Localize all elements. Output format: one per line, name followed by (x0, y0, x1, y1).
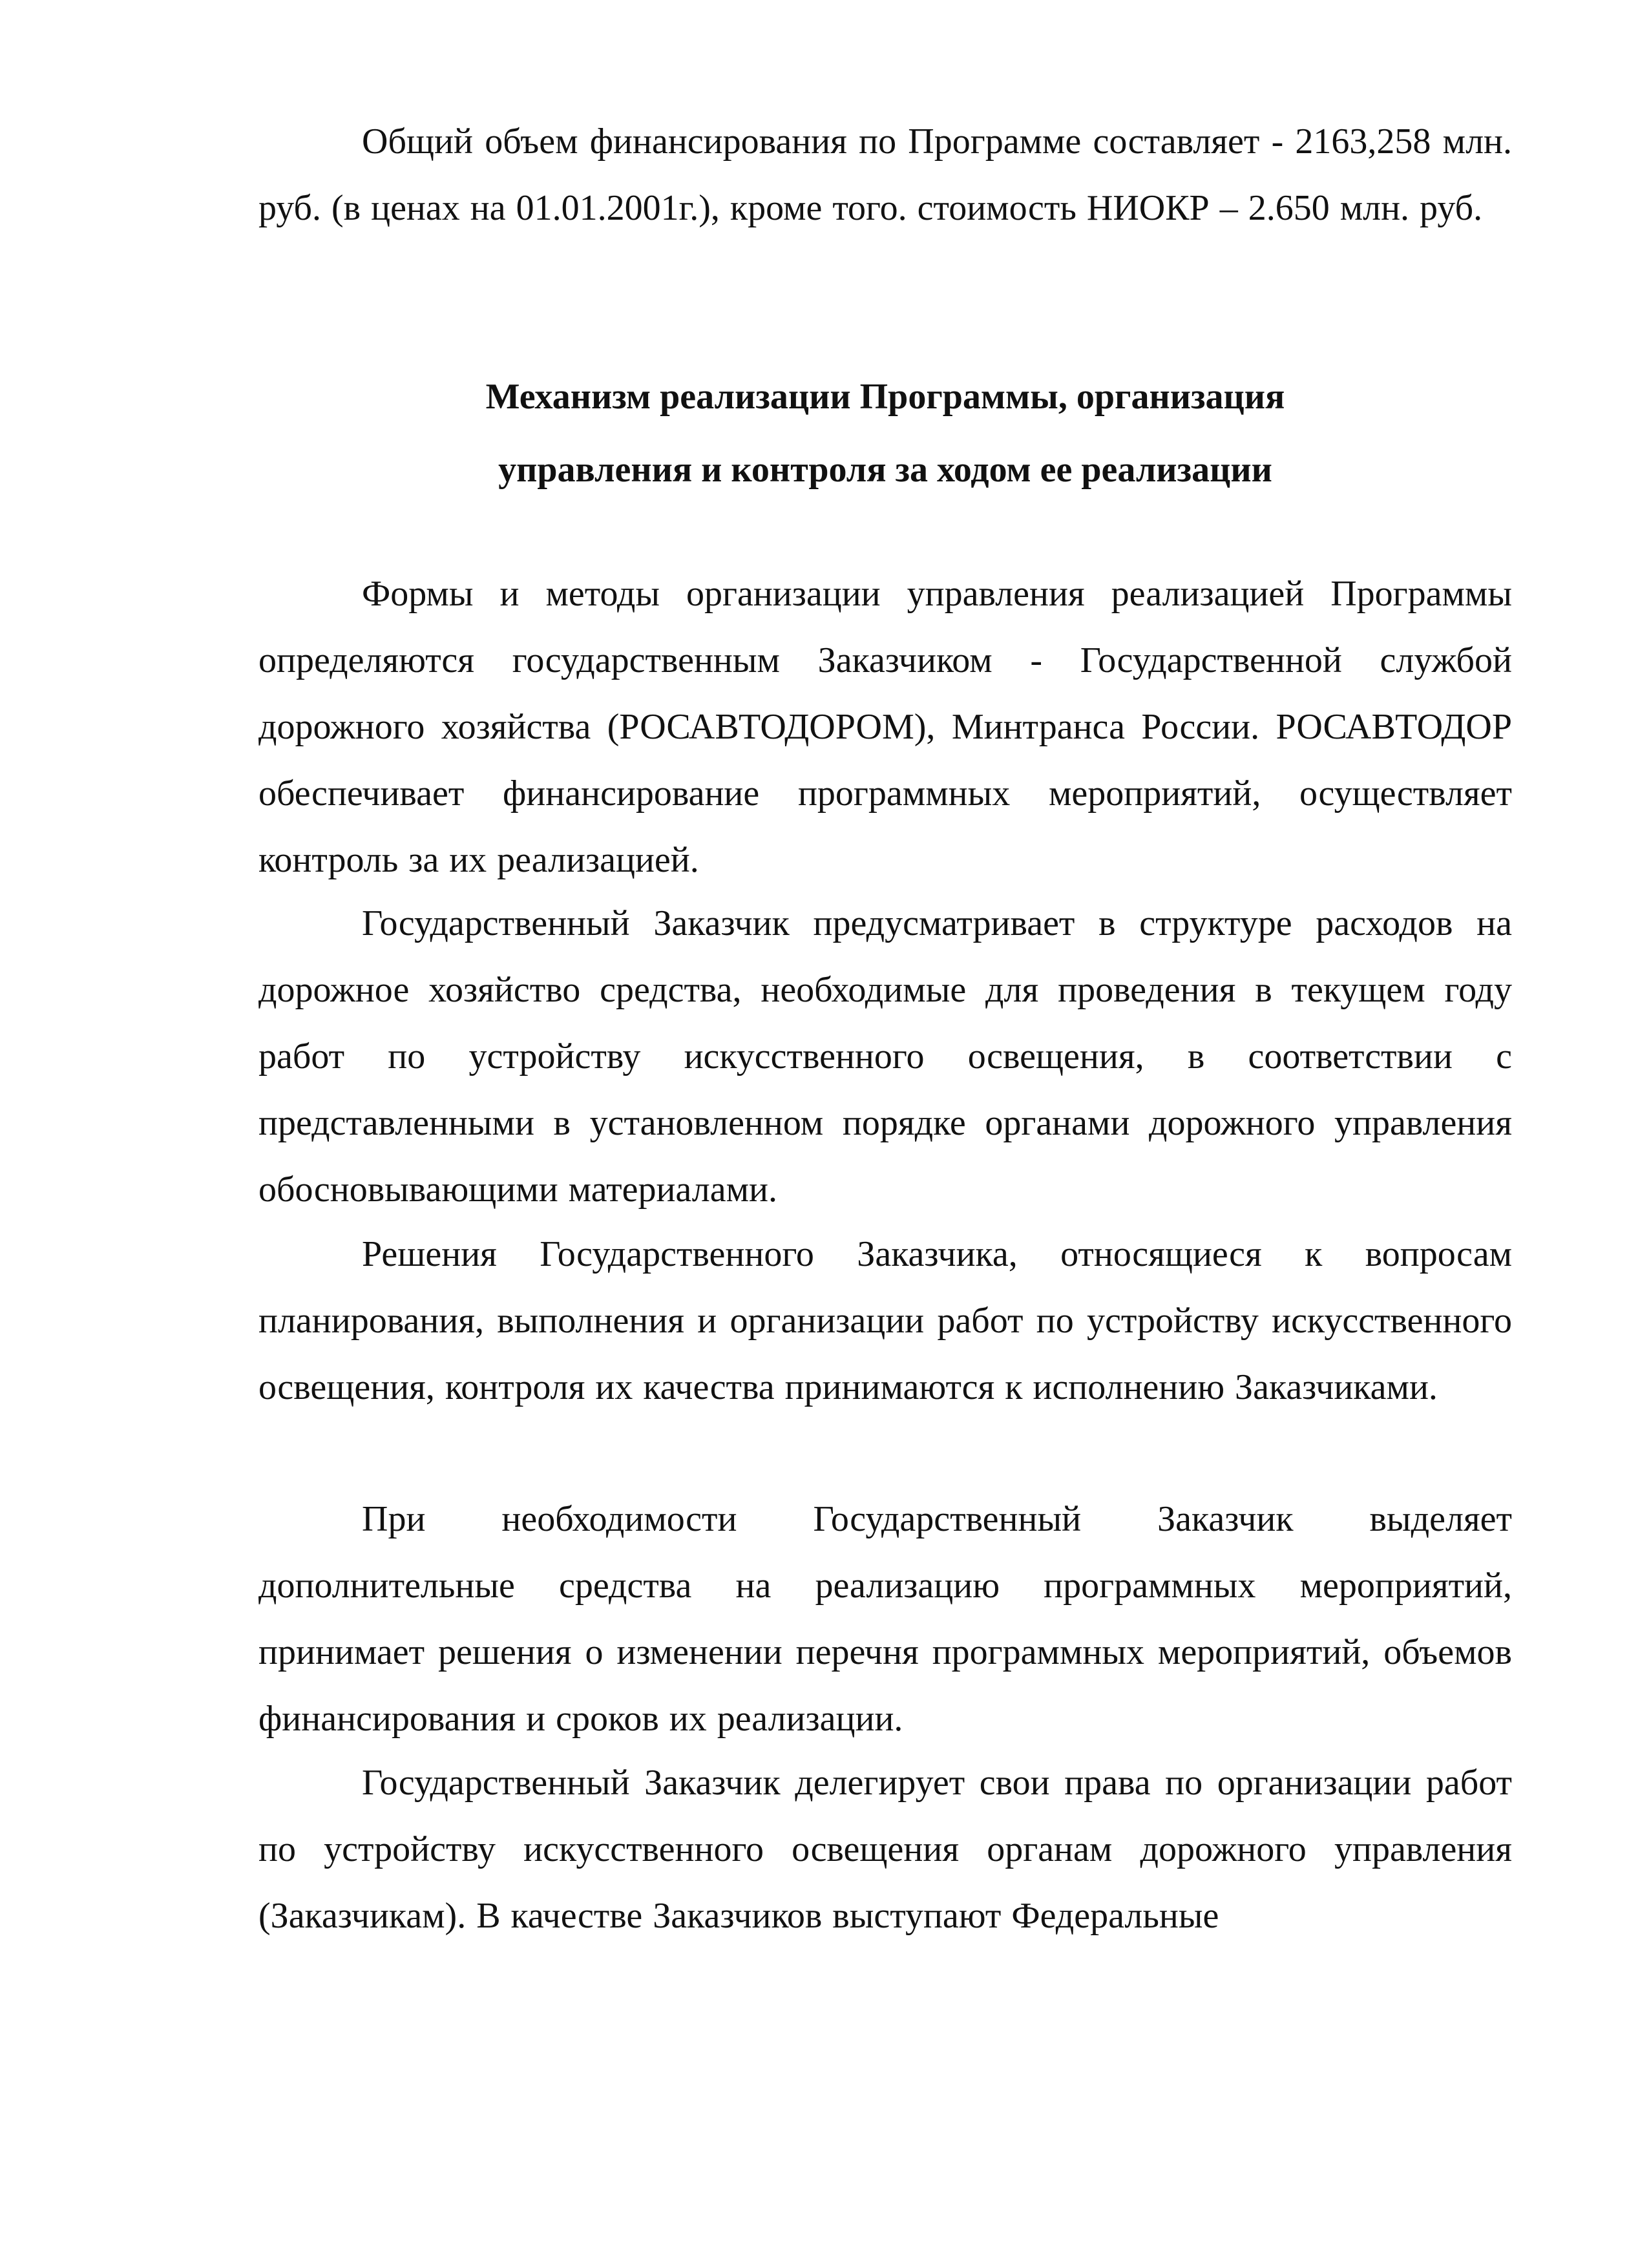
paragraph-delegation: Государственный Заказчик делегирует свои права по организации работ по устройству искусственного освещения органам дорожного управления (Заказчикам). В качестве Заказчиков выступают Федеральные (258, 1763, 1512, 1936)
paragraph-expenditure-structure: Государственный Заказчик предусматривает в структуре расходов на дорожное хозяйство средства, необходимые для проведения в текущем году работ по устройству искусственного освещения, в соответствии с представленными в установленном порядке органами дорожного управления обосновывающими материалами. (258, 903, 1512, 1210)
paragraph-additional-funds: При необходимости Государственный Заказчик выделяет дополнительные средства на реализацию программных мероприятий, принимает решения о изменении перечня программных мероприятий, объемов финансирования и сроков их реализации. (258, 1499, 1512, 1739)
financing-paragraph: Общий объем финансирования по Программе составляет - 2163,258 млн. руб. (в ценах на 01.01.2001г.), кроме того. стоимость НИОКР – 2.650 млн. руб. (258, 121, 1512, 228)
section-heading-line-2: управления и контроля за ходом ее реализации (498, 450, 1272, 490)
section-heading-line-1: Механизм реализации Программы, организация (485, 377, 1285, 417)
section-heading (258, 361, 1512, 507)
paragraph-management-forms: Формы и методы организации управления реализацией Программы определяются государственным Заказчиком - Государственной службой дорожного хозяйства (РОСАВТОДОРОМ), Минтранса России. РОСАВТОДОР обеспечивает финансирование программных мероприятий, осуществляет контроль за их реализацией. (258, 574, 1512, 880)
paragraph-customer-decisions: Решения Государственного Заказчика, относящиеся к вопросам планирования, выполнения и организации работ по устройству искусственного освещения, контроля их качества принимаются к исполнению Заказчиками. (258, 1234, 1512, 1407)
